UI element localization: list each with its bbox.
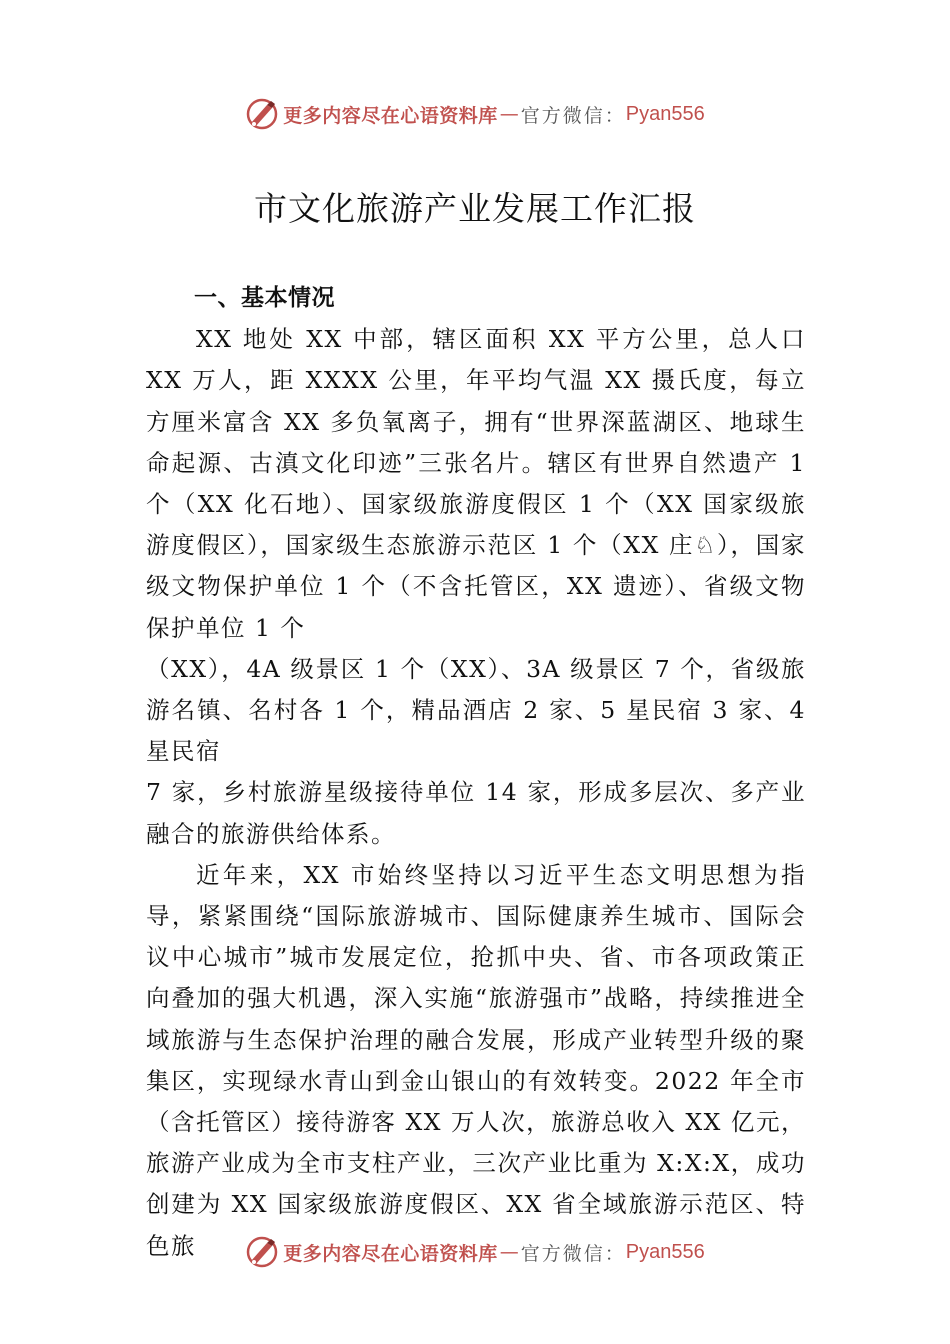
section-heading: 一、基本情况: [194, 285, 335, 311]
banner-wechat-label: 官方微信：: [520, 104, 626, 127]
paragraph-2: （XX），4A 级景区 1 个（XX）、3A 级景区 7 个，省级旅游名镇、名村各 1 个，精品酒店 2 家、5 星民宿 3 家、4 星民宿: [146, 654, 806, 766]
paragraph-3: 7 家，乡村旅游星级接待单位 14 家，形成多层次、多产业融合的旅游供给体系。: [146, 778, 806, 848]
pen-logo-icon: [245, 97, 279, 131]
watermark-banner-top: [0, 94, 950, 134]
document-body: [146, 278, 806, 1267]
banner-wechat-id: Pyan556: [625, 102, 705, 125]
pen-logo-icon: [245, 1235, 279, 1269]
banner-wechat-id: Pyan556: [625, 1240, 705, 1263]
paragraph-1: XX 地处 XX 中部，辖区面积 XX 平方公里，总人口 XX 万人，距 XXXX 公里，年平均气温 XX 摄氏度，每立方厘米富含 XX 多负氧离子，拥有“世界深蓝湖区、地球生命起源、古滇文化印迹”三张名片。辖区有世界自然遗产 1 个（XX 化石地）、国家级旅游度假区 1 个（XX 国家级旅游度假区），国家级生态旅游示范区 1 个（XX 庄♘），国家级文物保护单位 1 个（不含托管区，XX 遗迹）、省级文物保护单位 1 个: [146, 325, 806, 642]
banner-separator: —: [499, 103, 519, 125]
banner-text: 更多内容尽在心语资料库: [283, 104, 498, 127]
paragraph-4: 近年来，XX 市始终坚持以习近平生态文明思想为指导，紧紧围绕“国际旅游城市、国际健康养生城市、国际会议中心城市”城市发展定位，抢抓中央、省、市各项政策正向叠加的强大机遇，深入实施“旅游强市”战略，持续推进全域旅游与生态保护治理的融合发展，形成产业转型升级的聚集区，实现绿水青山到金山银山的有效转变。2022 年全市（含托管区）接待游客 XX 万人次，旅游总收入 XX 亿元，旅游产业成为全市支柱产业，三次产业比重为 X:X:X，成功创建为 XX 国家级旅游度假区、XX 省全域旅游示范区、特色旅: [146, 860, 806, 1260]
document-title: 市文化旅游产业发展工作汇报: [254, 189, 696, 228]
watermark-banner-bottom: [0, 1232, 950, 1272]
banner-wechat-label: 官方微信：: [520, 1242, 626, 1265]
banner-text: 更多内容尽在心语资料库: [283, 1242, 498, 1265]
banner-separator: —: [499, 1241, 519, 1263]
